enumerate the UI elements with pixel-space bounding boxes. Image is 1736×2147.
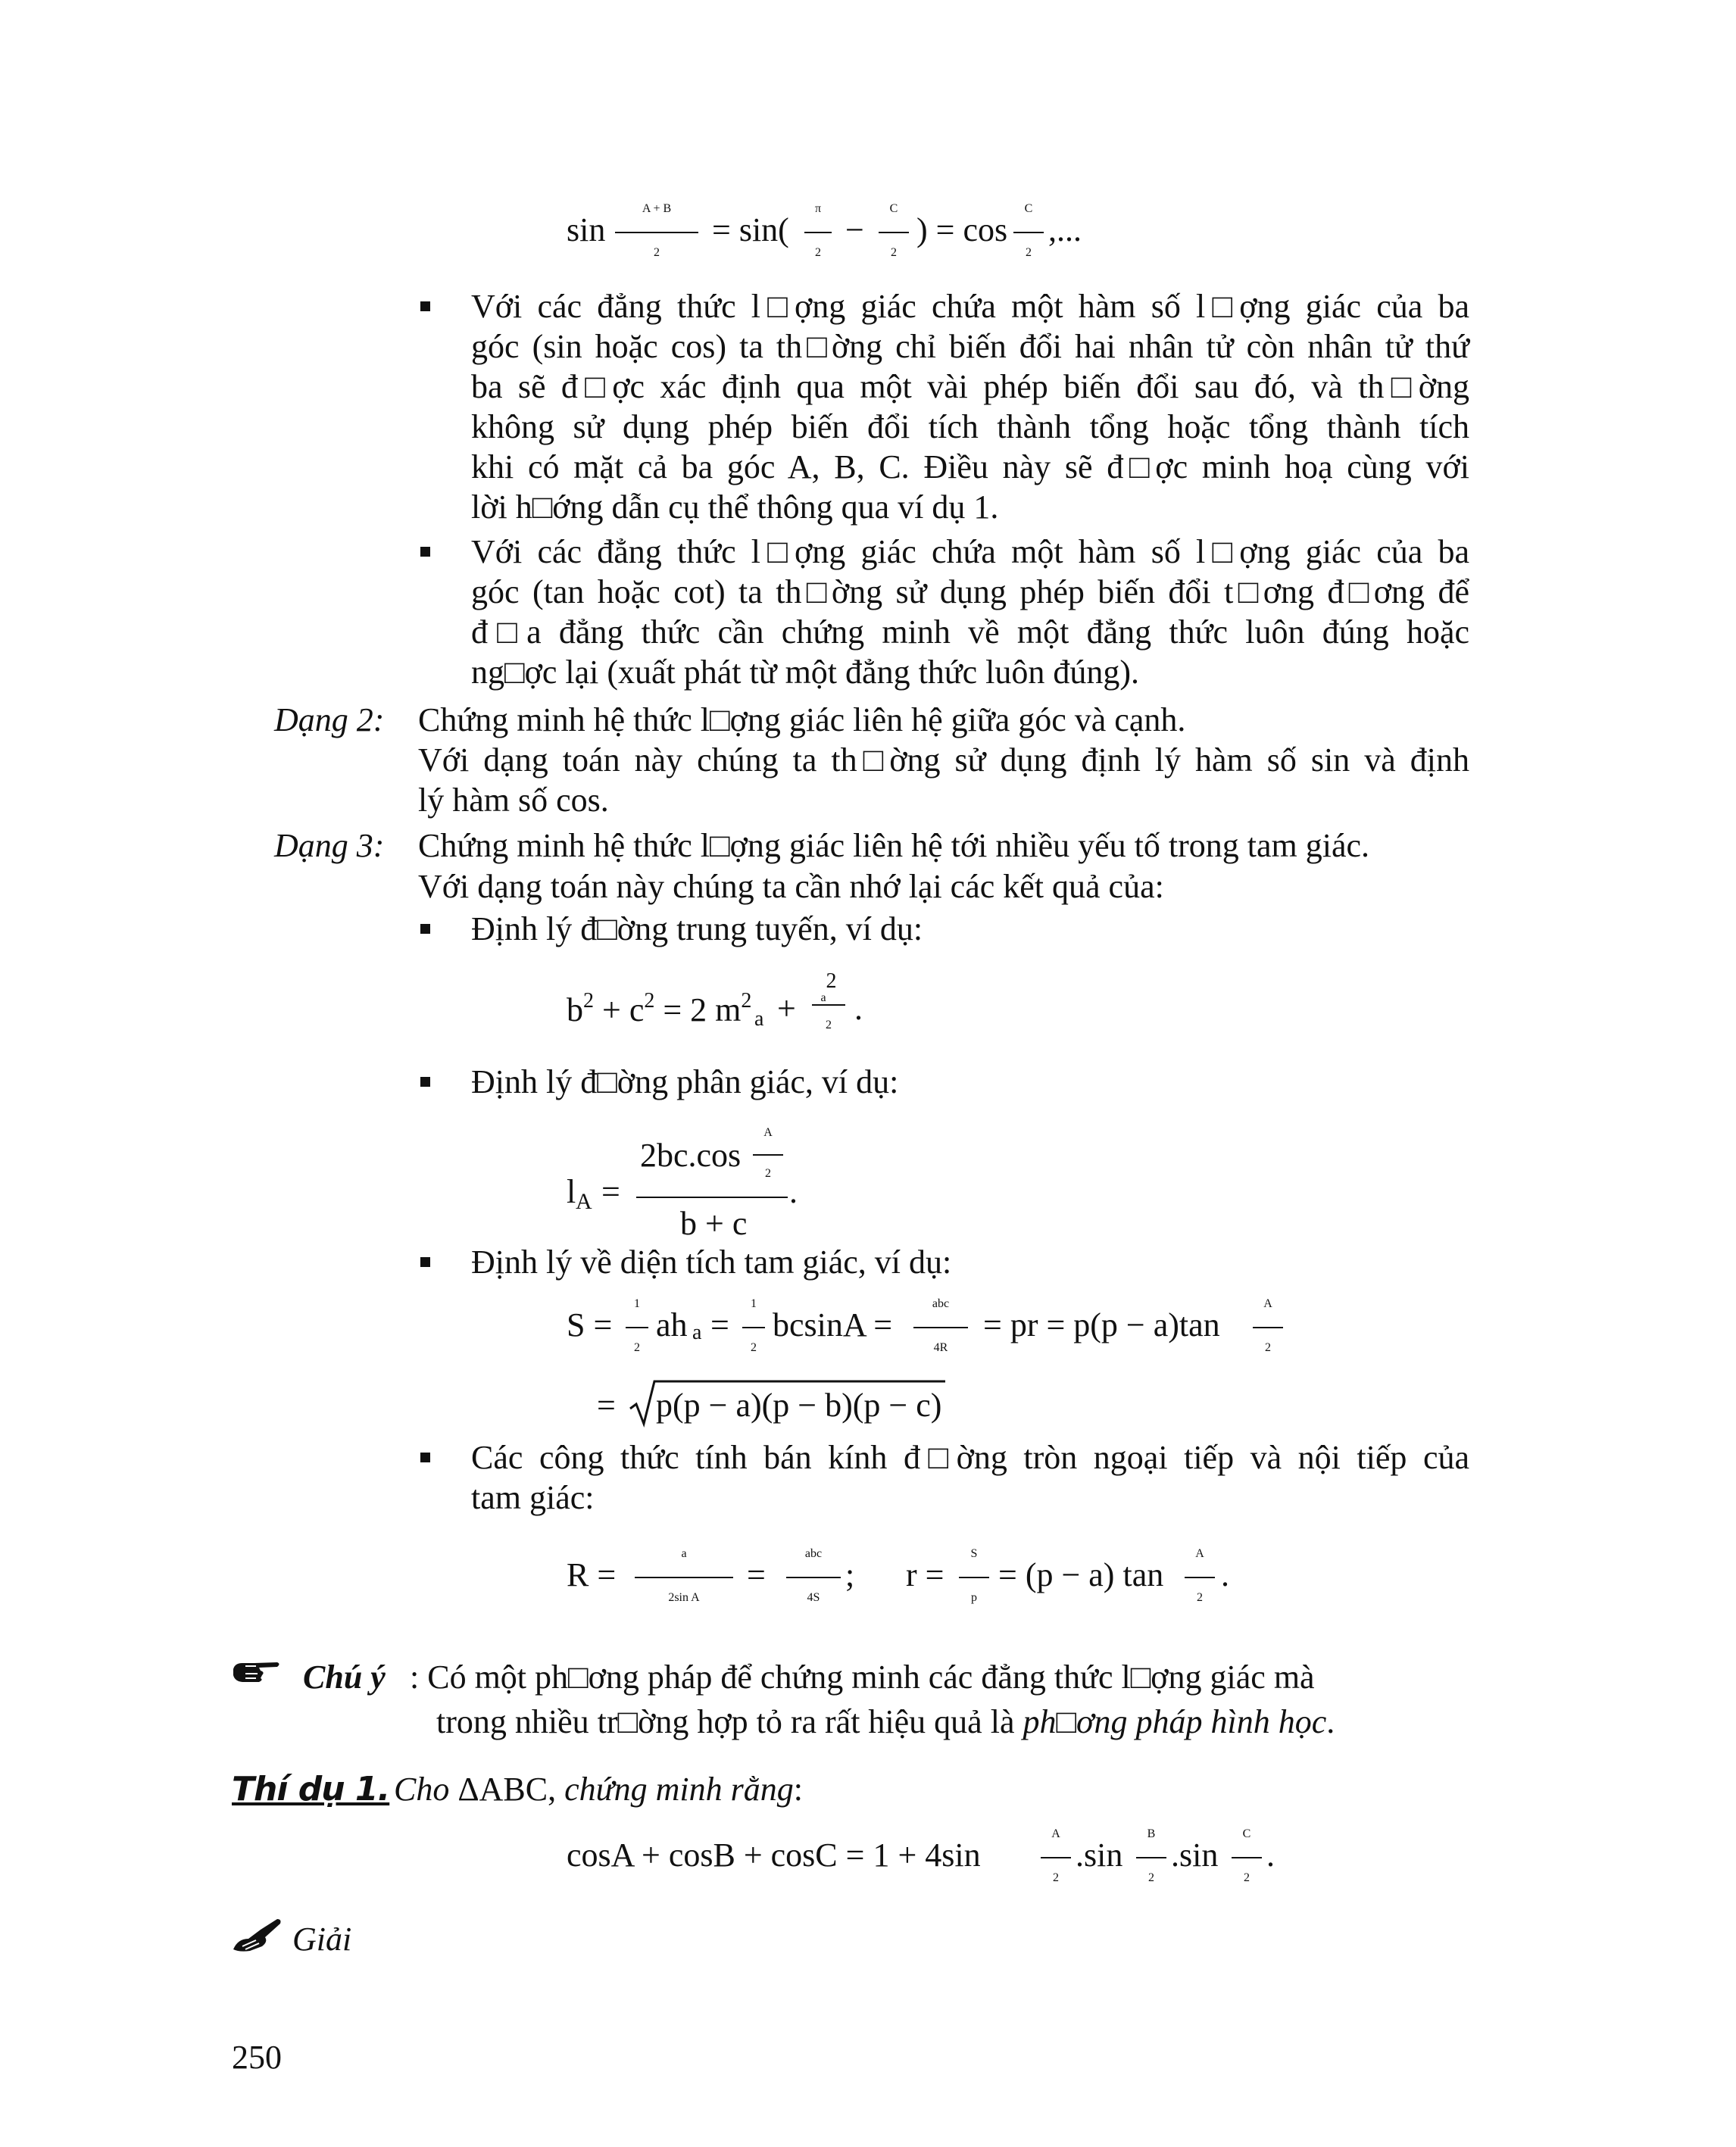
subscript: A <box>576 1189 592 1214</box>
formula-text: = (p − a) tan <box>998 1556 1164 1593</box>
denominator: 2 <box>891 246 897 259</box>
triangle-name: ΔABC, <box>449 1771 565 1808</box>
fraction-bar <box>1253 1327 1283 1328</box>
formula-text: = <box>710 1306 729 1343</box>
formula-text: ) = cos <box>916 211 1008 248</box>
formula-text: . <box>1221 1556 1229 1593</box>
dang-3-intro: Với dạng toán này chúng ta cần nhớ lại các kết quả của: <box>418 868 1164 905</box>
numerator: π <box>814 202 822 215</box>
denominator: 2 <box>1026 246 1032 259</box>
pointing-hand-icon <box>232 1659 282 1684</box>
denominator: 2 <box>826 1019 832 1031</box>
fraction <box>1253 1287 1283 1371</box>
fraction-bar <box>626 1327 648 1328</box>
denominator: b + c <box>680 1205 748 1242</box>
numerator: 1 <box>634 1297 640 1310</box>
formula-text: ; <box>845 1556 855 1593</box>
dang-2-body <box>418 740 1469 820</box>
formula-text: .sin <box>1171 1836 1219 1874</box>
bullet-marker <box>420 301 430 311</box>
formula-text: cosA + cosB + cosC = 1 + 4sin <box>567 1836 981 1874</box>
subscript: a <box>754 1007 764 1031</box>
numerator <box>812 965 845 1015</box>
bullet-marker <box>420 1257 430 1267</box>
bullet-marker <box>420 1453 430 1462</box>
text-line: khi có mặt cả ba góc A, B, C. Điều này sẽ đ□ợc minh hoạ cùng với <box>471 448 1469 485</box>
fraction <box>1232 1818 1262 1901</box>
formula-text: = <box>747 1556 766 1593</box>
formula-text: . <box>1266 1836 1275 1874</box>
formula-text: 2bc.cos <box>640 1137 742 1174</box>
text-line: góc (sin hoặc cos) ta th□ờng chỉ biến đổi hai nhân tử còn nhân tử thứ <box>471 328 1469 365</box>
fraction <box>626 1287 648 1371</box>
fraction <box>1041 1818 1071 1901</box>
formula-text: = sin( <box>712 211 789 248</box>
formula-text: . <box>854 990 863 1027</box>
fraction-bar <box>753 1154 783 1156</box>
fraction-bar <box>913 1327 968 1328</box>
fraction-bar <box>742 1327 765 1328</box>
note-text: . <box>1326 1703 1335 1740</box>
bullet-paragraph-1 <box>471 286 1469 527</box>
example-statement <box>394 1769 803 1810</box>
formula-text: .sin <box>1076 1836 1123 1874</box>
numerator: a <box>681 1547 687 1560</box>
bisector-bullet-text: Định lý đ□ờng phân giác, ví dụ: <box>471 1063 899 1100</box>
exponent: 2 <box>741 989 752 1013</box>
numerator: abc <box>804 1547 823 1560</box>
text-line: ba sẽ đ□ợc xác định qua một vài phép biến đổi sau đó, và th□ờng <box>471 368 1469 405</box>
exponent: 2 <box>583 989 594 1013</box>
fraction-bar <box>786 1577 841 1578</box>
formula-text: . <box>789 1173 798 1210</box>
dang-2-label: Dạng 2: <box>274 701 385 738</box>
bullet-marker <box>420 1077 430 1087</box>
formula-text: = <box>601 1173 620 1210</box>
fraction-bar <box>804 232 832 233</box>
fraction <box>786 1537 841 1621</box>
fraction-bar <box>812 1004 845 1006</box>
subscript: a <box>692 1321 702 1344</box>
example-text: chứng minh rằng <box>564 1771 794 1808</box>
denominator: 2 <box>654 246 660 259</box>
text-line: không sử dụng phép biến đổi tích thành tổng hoặc tổng thành tích <box>471 408 1469 445</box>
denominator: 2 <box>1244 1871 1250 1884</box>
exponent: 2 <box>644 989 655 1013</box>
formula-text: − <box>845 211 864 248</box>
text-line: lý hàm số cos. <box>418 782 609 819</box>
denominator: 4R <box>933 1341 948 1354</box>
numerator: A <box>1195 1547 1204 1560</box>
fraction <box>1185 1537 1215 1621</box>
fraction <box>635 1537 733 1621</box>
writing-hand-icon <box>230 1916 283 1954</box>
numerator: A <box>763 1126 773 1139</box>
fraction <box>742 1287 765 1371</box>
text-line: Với dạng toán này chúng ta th□ờng sử dụng định lý hàm số sin và định <box>418 741 1469 779</box>
fraction-bar <box>959 1577 989 1578</box>
page-number: 250 <box>232 2039 282 2076</box>
denominator: 2 <box>1148 1871 1154 1884</box>
denominator: 2 <box>765 1167 771 1180</box>
denominator: 2 <box>815 246 821 259</box>
exponent: 2 <box>826 969 837 993</box>
var-b: b <box>567 991 583 1028</box>
text-line: lời h□ớng dẫn cụ thể thông qua ví dụ 1. <box>471 488 999 526</box>
numerator: A <box>1263 1297 1272 1310</box>
note-text-line-2 <box>436 1702 1335 1743</box>
fraction <box>913 1287 968 1371</box>
fraction-bar <box>879 232 909 233</box>
fraction <box>753 1116 783 1192</box>
numerator: abc <box>932 1297 950 1310</box>
fraction <box>1136 1818 1166 1901</box>
formula-text: S = <box>567 1306 613 1343</box>
example-label: Thí dụ 1. <box>232 1770 390 1808</box>
area-bullet-text: Định lý về diện tích tam giác, ví dụ: <box>471 1244 952 1281</box>
bullet-marker <box>420 547 430 557</box>
text-line: ng□ợc lại (xuất phát từ một đẳng thức luôn đúng). <box>471 654 1140 691</box>
fraction-bar <box>1185 1577 1215 1578</box>
sqrt-body: p(p − a)(p − b)(p − c) <box>656 1387 942 1424</box>
example-text: Cho <box>394 1771 450 1808</box>
fraction <box>879 192 909 276</box>
dang-3-title: Chứng minh hệ thức l□ợng giác liên hệ tới nhiều yếu tố trong tam giác. <box>418 827 1369 864</box>
numerator: B <box>1147 1827 1156 1840</box>
numerator: C <box>1242 1827 1251 1840</box>
numerator: S <box>970 1547 978 1560</box>
note-text: trong nhiều tr□ờng hợp tỏ ra rất hiệu quả là <box>436 1703 1023 1740</box>
fraction-bar <box>1013 232 1044 233</box>
var-l: l <box>567 1173 576 1210</box>
fraction-bar <box>636 1197 788 1198</box>
formula-text: R = <box>567 1556 617 1593</box>
formula-text: sin <box>567 211 606 248</box>
formula-text: ah <box>656 1306 688 1343</box>
formula-text: bcsinA = <box>773 1306 893 1343</box>
bullet-paragraph-2 <box>471 532 1469 692</box>
note-emphasis: ph□ơng pháp hình học <box>1023 1703 1327 1740</box>
fraction-bar <box>1232 1857 1262 1858</box>
numerator: C <box>889 202 898 215</box>
solution-label: Giải <box>292 1921 352 1958</box>
note-label: Chú ý <box>303 1659 386 1696</box>
denominator: 2 <box>1197 1591 1203 1604</box>
fraction <box>1013 192 1044 276</box>
fraction-bar <box>615 232 698 233</box>
formula-text: ,... <box>1048 211 1082 248</box>
text-line: đ□a đẳng thức cần chứng minh về một đẳng thức luôn đúng hoặc <box>471 613 1469 651</box>
radius-bullet-text <box>471 1437 1469 1518</box>
text-line: góc (tan hoặc cot) ta th□ờng sử dụng phép biến đổi t□ơng đ□ơng để <box>471 573 1469 610</box>
text-line: Với các đẳng thức l□ợng giác chứa một hàm số l□ợng giác của ba <box>471 288 1469 325</box>
dang-2-title: Chứng minh hệ thức l□ợng giác liên hệ giữa góc và cạnh. <box>418 701 1186 738</box>
numerator: 1 <box>751 1297 757 1310</box>
fraction-bar <box>1041 1857 1071 1858</box>
denominator: p <box>971 1591 977 1604</box>
formula-text <box>567 989 751 1029</box>
note-text-line-1: : Có một ph□ơng pháp để chứng minh các đẳng thức l□ợng giác mà <box>410 1659 1315 1696</box>
denominator: 2 <box>1265 1341 1271 1354</box>
denominator: 2 <box>751 1341 757 1354</box>
formula-text: = <box>597 1387 616 1424</box>
var-a: a <box>820 991 826 1004</box>
text-line: Với các đẳng thức l□ợng giác chứa một hàm số l□ợng giác của ba <box>471 533 1469 570</box>
formula-text: r = <box>906 1556 944 1593</box>
formula-text: + <box>777 990 796 1027</box>
formula-text: = pr = p(p − a)tan <box>983 1306 1220 1343</box>
text-line: tam giác: <box>471 1479 595 1516</box>
fraction <box>615 192 698 276</box>
fraction-bar <box>635 1577 733 1578</box>
dang-3-label: Dạng 3: <box>274 827 385 864</box>
fraction <box>959 1537 989 1621</box>
denominator: 2 <box>1053 1871 1059 1884</box>
fraction <box>804 192 832 276</box>
fraction <box>812 956 845 1039</box>
bullet-marker <box>420 924 430 934</box>
denominator: 2 <box>634 1341 640 1354</box>
formula-text: = 2 m <box>654 991 742 1028</box>
numerator: C <box>1024 202 1033 215</box>
numerator: A + B <box>642 202 672 215</box>
fraction-bar <box>1136 1857 1166 1858</box>
numerator: A <box>1051 1827 1060 1840</box>
median-bullet-text: Định lý đ□ờng trung tuyến, ví dụ: <box>471 910 923 947</box>
denominator: 2sin A <box>668 1591 700 1604</box>
text-line: Các công thức tính bán kính đ□ờng tròn ngoại tiếp và nội tiếp của <box>471 1439 1469 1476</box>
formula-text: + c <box>594 991 645 1028</box>
denominator: 4S <box>807 1591 820 1604</box>
example-text: : <box>793 1771 804 1808</box>
